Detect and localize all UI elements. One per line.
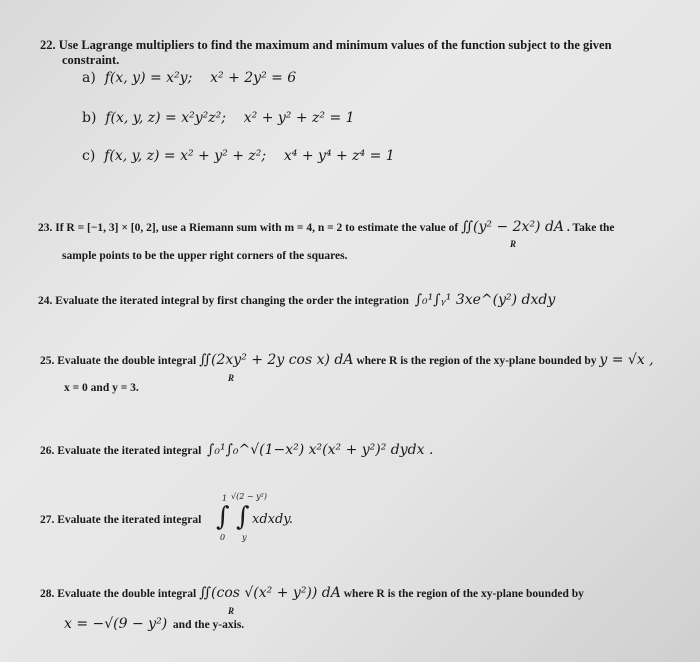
q28-line1 bbox=[40, 585, 584, 602]
q27-lower-inner: y bbox=[242, 533, 247, 542]
q23-line1 bbox=[38, 219, 615, 236]
q25-integral: ∬(2xy² + 2y cos x) dA bbox=[199, 352, 354, 368]
q22-line1: 22. Use Lagrange multipliers to find the maximum and minimum values of the function subject to the given bbox=[40, 38, 612, 52]
q25-line1 bbox=[40, 352, 654, 369]
q22-c bbox=[82, 148, 395, 164]
q26-pre: 26. Evaluate the iterated integral bbox=[40, 445, 202, 457]
q26-integral: ∫₀¹∫₀^√(1−x²) x²(x² + y²)² dydx . bbox=[207, 442, 434, 458]
q24-line bbox=[38, 292, 555, 309]
q27-inner-integral-sign: ∫ bbox=[236, 502, 250, 532]
q22-b-constraint: x² + y² + z² = 1 bbox=[243, 110, 355, 126]
q22-c-function: f(x, y, z) = x² + y² + z²; bbox=[104, 148, 267, 164]
q22-b-label: b) bbox=[82, 110, 97, 126]
q22-b-function: f(x, y, z) = x²y²z²; bbox=[105, 110, 226, 126]
q27-pre: 27. Evaluate the iterated integral bbox=[40, 514, 202, 526]
q25-bound: y = √x , bbox=[599, 352, 654, 368]
q22-c-label: c) bbox=[82, 148, 96, 164]
q27-integrand: xdxdy. bbox=[252, 512, 294, 527]
q23-post: . Take the bbox=[566, 222, 615, 234]
q28-line2 bbox=[64, 616, 244, 633]
q25-post: where R is the region of the xy-plane bounded by bbox=[356, 355, 597, 367]
q22-line2: constraint. bbox=[62, 53, 120, 67]
q28-line2-text: and the y-axis. bbox=[172, 619, 245, 631]
q23-line2: sample points to be the upper right corners of the squares. bbox=[62, 250, 348, 262]
q28-bound: x = −√(9 − y²) bbox=[64, 616, 168, 632]
q25-pre: 25. Evaluate the double integral bbox=[40, 355, 197, 367]
q23-integral: ∬(y² − 2x²) dA bbox=[461, 219, 565, 235]
q27-lower-outer: 0 bbox=[220, 533, 226, 542]
q22-c-constraint: x⁴ + y⁴ + z⁴ = 1 bbox=[283, 148, 395, 164]
q25-line2: x = 0 and y = 3. bbox=[64, 382, 139, 394]
q27-outer-integral-sign: ∫ bbox=[216, 502, 230, 532]
q26-line bbox=[40, 442, 433, 459]
q23-pre: 23. If R = [−1, 3] × [0, 2], use a Riemann sum with m = 4, n = 2 to estimate the value of bbox=[38, 222, 459, 234]
q22-a-constraint: x² + 2y² = 6 bbox=[210, 70, 297, 86]
q22-a-label: a) bbox=[82, 70, 96, 86]
q27-upper-outer: 1 bbox=[222, 494, 228, 503]
q23-region: R bbox=[510, 239, 517, 249]
q28-integral: ∬(cos √(x² + y²)) dA bbox=[199, 585, 341, 601]
q27-upper-inner: √(2 − y²) bbox=[231, 492, 267, 501]
q22-b bbox=[82, 110, 355, 126]
q22-a-function: f(x, y) = x²y; bbox=[104, 70, 193, 86]
q28-post: where R is the region of the xy-plane bounded by bbox=[343, 588, 584, 600]
q28-region: R bbox=[228, 606, 235, 616]
q24-integral: ∫₀¹∫ᵧ¹ 3xe^(y²) dxdy bbox=[414, 292, 556, 308]
q24-text: 24. Evaluate the iterated integral by first changing the order the integration bbox=[38, 295, 409, 307]
q25-region: R bbox=[228, 373, 235, 383]
q22-a bbox=[82, 70, 296, 86]
q28-pre: 28. Evaluate the double integral bbox=[40, 588, 197, 600]
